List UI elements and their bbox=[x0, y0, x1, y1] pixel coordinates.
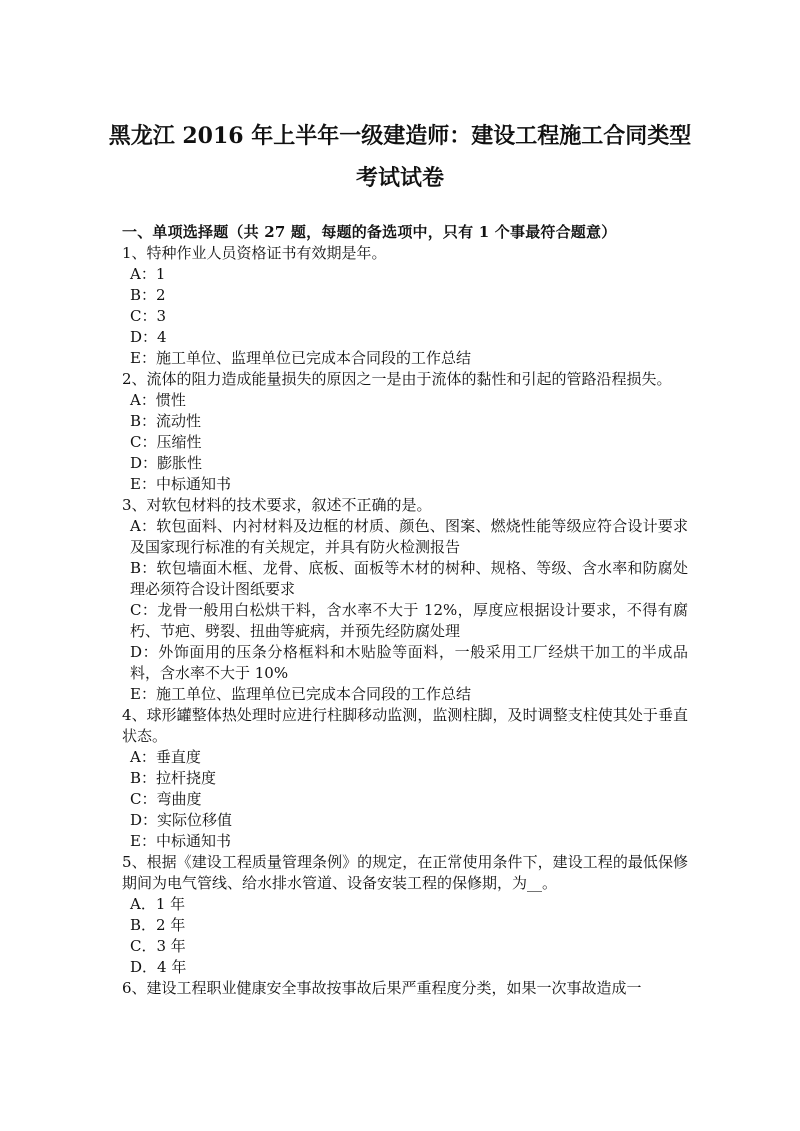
option-c: C：龙骨一般用白松烘干料，含水率不大于 12%，厚度应根据设计要求，不得有腐朽、节疤、劈裂、扭曲等疵病，并预先经防腐处理 bbox=[130, 601, 688, 640]
option-c: C：弯曲度 bbox=[130, 790, 202, 808]
option-b: B：拉杆挠度 bbox=[130, 769, 217, 787]
option-e: E：中标通知书 bbox=[130, 832, 231, 850]
question-6 bbox=[122, 978, 688, 999]
option-a: A．1 年 bbox=[130, 895, 186, 913]
option-c: C．3 年 bbox=[130, 937, 186, 955]
question-4 bbox=[122, 705, 688, 852]
option-d: D：实际位移值 bbox=[130, 811, 233, 829]
option-d: D：膨胀性 bbox=[130, 454, 203, 472]
option-a: A：1 bbox=[130, 265, 166, 283]
option-b: B：软包墙面木框、龙骨、底板、面板等木材的树种、规格、等级、含水率和防腐处理必须符合设计图纸要求 bbox=[130, 559, 688, 598]
question-stem: 4、球形罐整体热处理时应进行柱脚移动监测，监测柱脚，及时调整支柱使其处于垂直状态。 bbox=[122, 706, 688, 745]
document-title-line-2: 考试试卷 bbox=[355, 165, 444, 191]
option-e: E：施工单位、监理单位已完成本合同段的工作总结 bbox=[130, 685, 471, 703]
question-stem: 5、根据《建设工程质量管理条例》的规定，在正常使用条件下，建设工程的最低保修期间为电气管线、给水排水管道、设备安装工程的保修期，为__。 bbox=[122, 853, 688, 892]
option-d: D．4 年 bbox=[130, 958, 187, 976]
section-heading: 一、单项选择题（共 27 题，每题的备选项中，只有 1 个事最符合题意） bbox=[122, 223, 617, 241]
option-b: B．2 年 bbox=[130, 916, 186, 934]
question-2 bbox=[122, 369, 688, 495]
document-title-line-1: 黑龙江 2016 年上半年一级建造师：建设工程施工合同类型 bbox=[108, 123, 692, 149]
document-body bbox=[122, 222, 688, 999]
option-e: E：施工单位、监理单位已完成本合同段的工作总结 bbox=[130, 349, 471, 367]
option-e: E：中标通知书 bbox=[130, 475, 231, 493]
question-stem: 1、特种作业人员资格证书有效期是年。 bbox=[122, 244, 387, 262]
option-c: C：压缩性 bbox=[130, 433, 202, 451]
option-b: B：2 bbox=[130, 286, 166, 304]
option-a: A：惯性 bbox=[130, 391, 186, 409]
question-stem: 6、建设工程职业健康安全事故按事故后果严重程度分类，如果一次事故造成一 bbox=[122, 979, 642, 997]
question-stem: 2、流体的阻力造成能量损失的原因之一是由于流体的黏性和引起的管路沿程损失。 bbox=[122, 370, 672, 388]
option-a: A：软包面料、内衬材料及边框的材质、颜色、图案、燃烧性能等级应符合设计要求及国家现行标准的有关规定，并具有防火检测报告 bbox=[130, 517, 688, 556]
option-a: A：垂直度 bbox=[130, 748, 201, 766]
option-b: B：流动性 bbox=[130, 412, 202, 430]
option-c: C：3 bbox=[130, 307, 167, 325]
question-1 bbox=[122, 243, 688, 369]
option-d: D：4 bbox=[130, 328, 167, 346]
question-3 bbox=[122, 495, 688, 705]
option-d: D：外饰面用的压条分格框料和木贴脸等面料，一般采用工厂经烘干加工的半成品料，含水率不大于 10% bbox=[130, 643, 688, 682]
question-stem: 3、对软包材料的技术要求，叙述不正确的是。 bbox=[122, 496, 432, 514]
question-5 bbox=[122, 852, 688, 978]
